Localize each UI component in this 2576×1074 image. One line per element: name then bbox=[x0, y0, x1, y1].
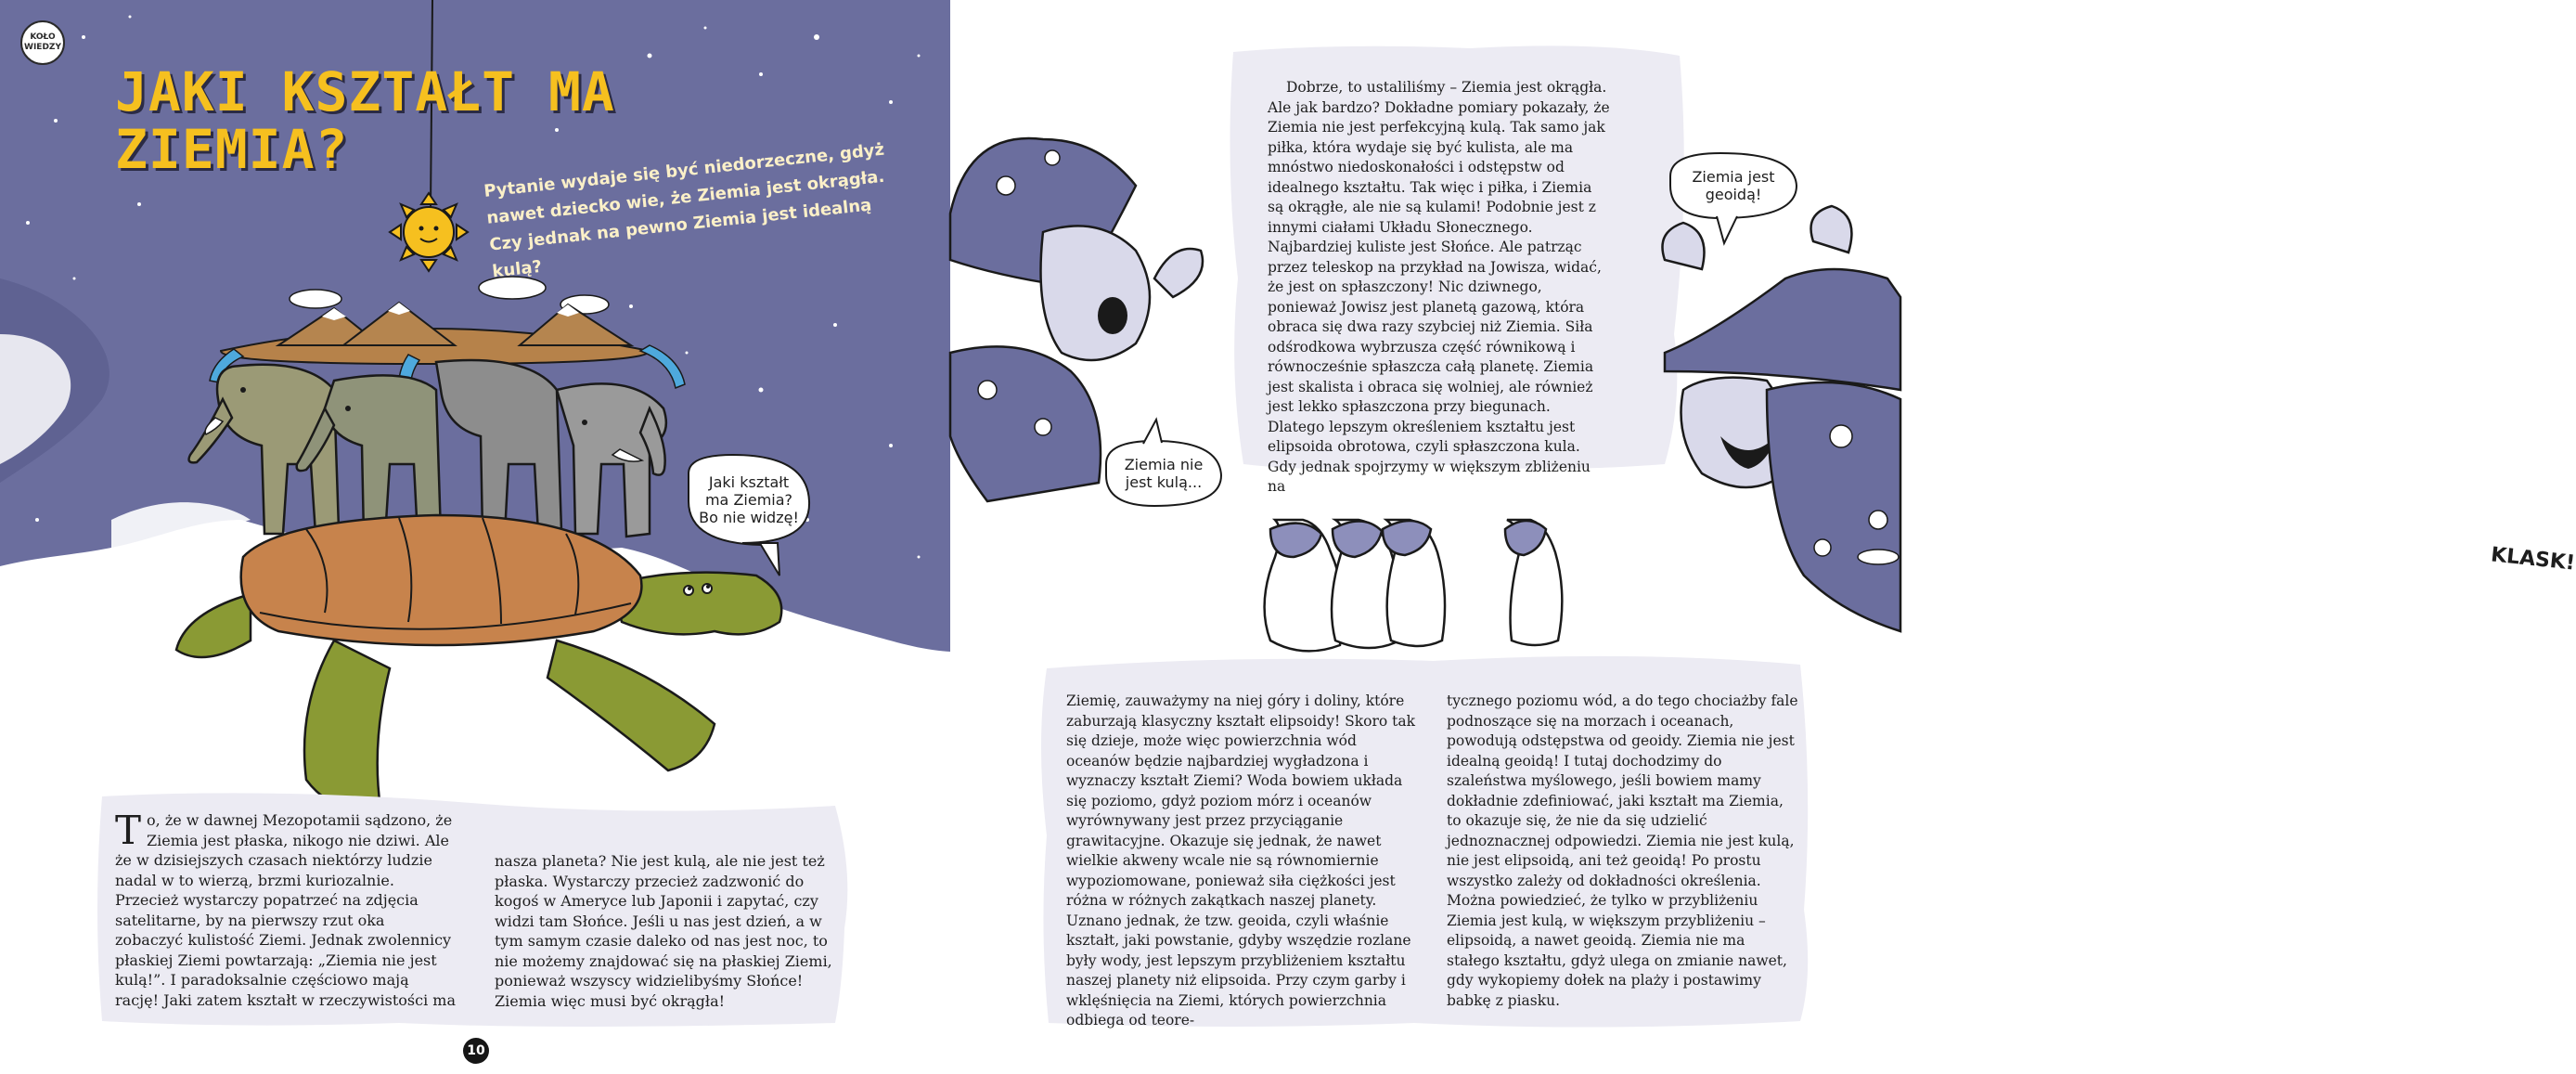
page-number: 10 bbox=[463, 1038, 489, 1064]
publisher-logo: KOŁO WIEDZY bbox=[20, 20, 65, 65]
speech-bubble-turtle: Jaki kształt ma Ziemia? Bo nie widzę! bbox=[699, 472, 799, 526]
body-text-right-bottom-column-1: Ziemię, zauważymy na niej góry i doliny, które zaburzają klasyczny kształt elipsoidy! Skoro tak się dzieje, może więc powierzchnia wód oceanów będzie najbardziej wygładzona i wyznaczy kształt Ziemi? Woda bowiem układa się poziomo, gdyż poziom mórz i oceanów wyrównywany jest przez przyciąganie grawitacyjne. Okazuje się jednak, że nawet wielkie akweny wcale nie są równomiernie wypoziomowane, ponieważ siła ciężkości jest różna w różnych zakątkach naszej planety. Uznano jednak, że tzw. geoida, czyli właśnie kształt, jaki powstanie, gdyby wszędzie rozlane były wody, jest lepszym przybliżeniem kształtu naszej planety niż elipsoida. Przy czym garby i wklęśnięcia na Ziemi, których powierzchnia odbiega od teore- bbox=[1066, 692, 1416, 1029]
penguin bbox=[1265, 520, 1563, 651]
body-text: o, że w dawnej Mezopotamii sądzono, że Ziemia jest płaska, nikogo nie dziwi. Ale że w dzisiejszych czasach niektórzy ludzie nadal w to wierzą, brzmi kuriozalnie. Przecież wystarczy popatrzeć na zdjęcia satelitarne, by na pierwszy rzut oka zobaczyć kulistość Ziemi. Jednak zwolennicy płaskiej Ziemi powtarzają: „Ziemia nie jest kulą!”. I paradoksalnie częściowo mają rację! Jaki zatem kształt w rzeczywistości ma bbox=[115, 811, 457, 1009]
speech-bubble-wizard-left: Ziemia nie jest kulą... bbox=[1124, 456, 1204, 491]
right-page bbox=[950, 0, 2576, 1074]
body-text-right-top: Dobrze, to ustaliliśmy – Ziemia jest okrągła. Ale jak bardzo? Dokładne pomiary pokazały, że Ziemia nie jest perfekcyjną kulą. Tak samo jak piłka, która wydaje się być kulista, ale ma mnóstwo niedoskonałości i odstępstw od idealnego kształtu. Tak więc i piłka, i Ziemia są okrągłe, ale nie są kulami! Podobnie jest z innymi ciałami Układu Słonecznego. Najbardziej kuliste jest Słońce. Ale patrząc przez teleskop na przykład na Jowisza, widać, że jest on spłaszczony! Nic dziwnego, ponieważ Jowisz jest planetą gazową, która obraca się dwa razy szybciej niż Ziemia. Siła odśrodkowa wybrzusza część równikową i równocześnie spłaszcza całą planetę. Ziemia jest skalista i obraca się wolniej, ale również jest lekko spłaszczona przy biegunach. Dlatego lepszym określeniem kształtu jest elipsoida obrotowa, czyli spłaszczona kula. Gdy jednak spojrzymy w większym zbliżeniu na bbox=[1268, 79, 1610, 495]
drop-cap: T bbox=[115, 808, 142, 853]
intro-text: Pytanie wydaje się być niedorzeczne, gdyż nawet dziecko wie, że Ziemia jest okrągła. Czy jednak na pewno Ziemia jest idealną kulą? bbox=[483, 139, 886, 282]
body-text-left-column-2: nasza planeta? Nie jest kulą, ale nie jest też płaska. Wystarczy przecież zadzwonić do kogoś w Ameryce lub Japonii i zapytać, czy widzi tam Słońce. Jeśli u nas jest dzień, a w tym samym czasie daleko od nas jest noc, to nie możemy znajdować się na płaskiej Ziemi, ponieważ wszyscy widzielibyśmy Słońce! Ziemia więc musi być okrągła! bbox=[495, 852, 832, 1010]
penguins-illustration bbox=[950, 0, 1900, 705]
sound-effect: KLASK! bbox=[2489, 543, 2576, 576]
page-title: JAKI KSZTAŁT MA ZIEMIA? bbox=[115, 60, 615, 181]
body-text-right-bottom-column-2: tycznego poziomu wód, a do tego chociażby fale podnoszące się na morzach i oceanach, powodują odstępstwa od geoidy. Ziemia nie jest idealną geoidą! I tutaj dochodzimy do szaleństwa myślowego, jeśli bowiem mamy dokładnie zdefiniować, jaki kształt ma Ziemia, to okazuje się, że nie da się udzielić jednoznacznej odpowiedzi. Ziemia nie jest kulą, nie jest elipsoidą, ani też geoidą! Po prostu wszystko zależy od dokładności określenia. Można powiedzieć, że tylko w przybliżeniu Ziemia jest kulą, w większym przybliżeniu – elipsoidą, a nawet geoidą. Ziemia nie ma stałego kształtu, gdyż ulega on zmianie nawet, gdy wykopiemy dołek na plaży i postawimy babkę z piasku. bbox=[1447, 692, 1798, 1009]
body-text-left-column-1 bbox=[115, 810, 457, 1010]
speech-bubble-wizard-right: Ziemia jest geoidą! bbox=[1692, 168, 1775, 203]
left-page bbox=[0, 0, 950, 1074]
